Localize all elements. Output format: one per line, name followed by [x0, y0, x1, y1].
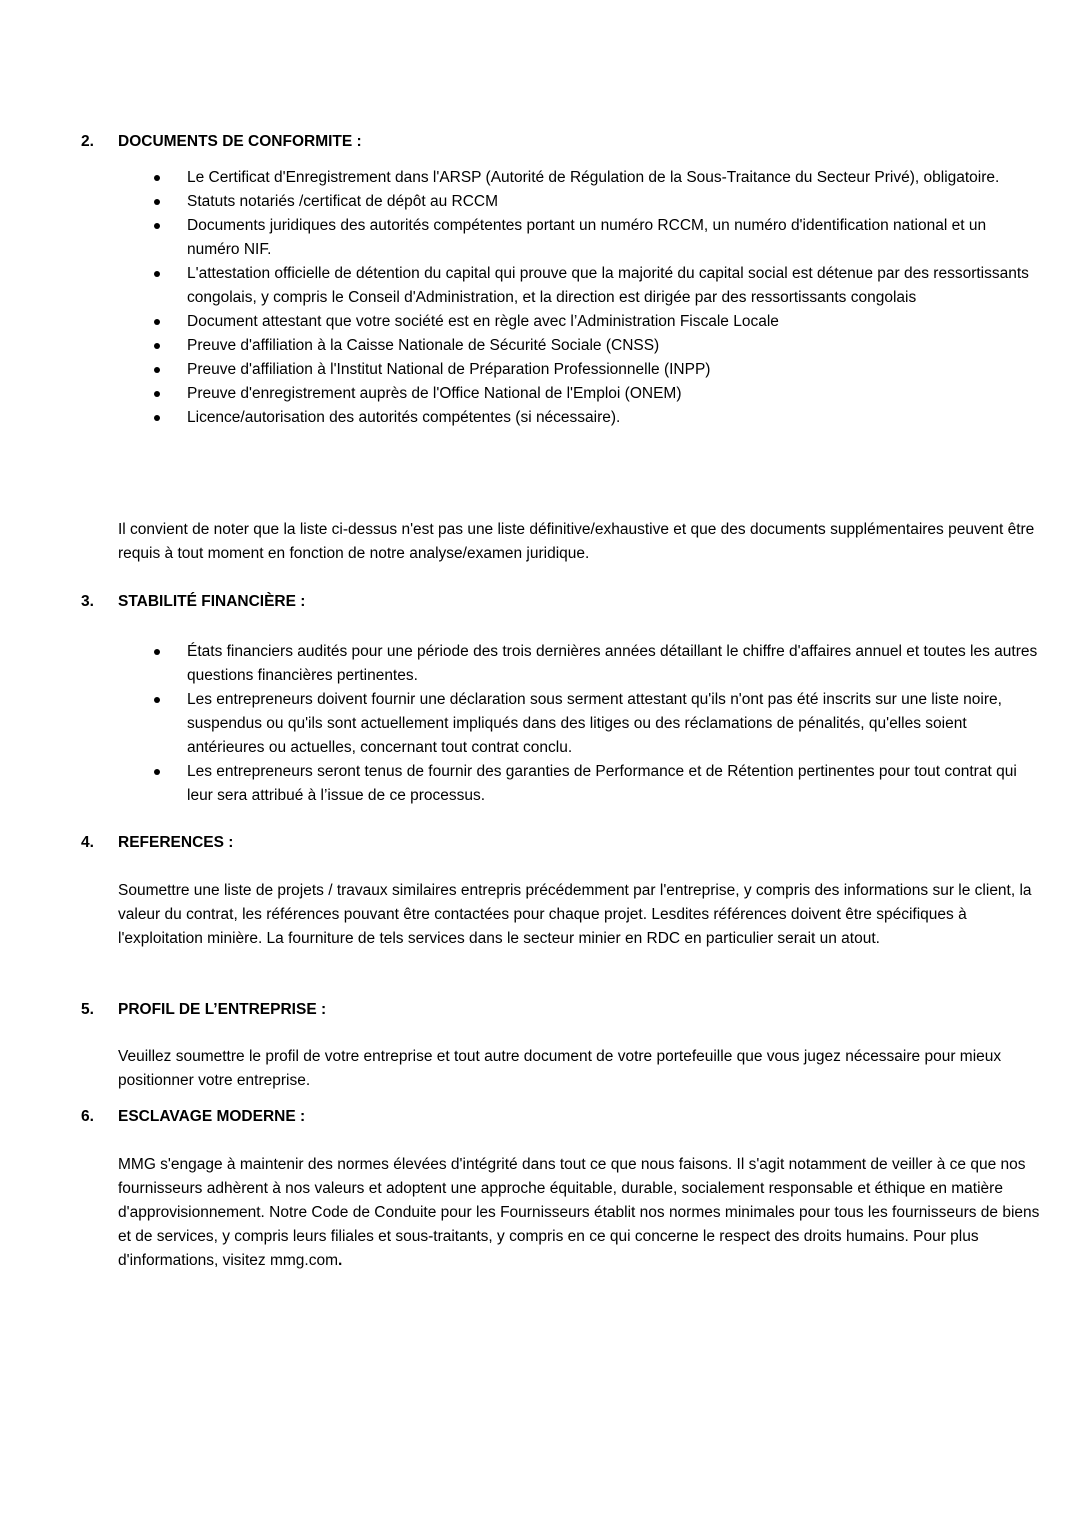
list-item-text: Preuve d'enregistrement auprès de l'Office National de l'Emploi (ONEM) — [187, 385, 682, 402]
section-heading — [0, 590, 1080, 614]
bullet-list — [0, 640, 1080, 808]
list-item-text: Document attestant que votre société est en règle avec l’Administration Fiscale Locale — [187, 313, 779, 330]
bullet-icon — [154, 391, 160, 397]
list-item-text: Le Certificat d'Enregistrement dans l'ARSP (Autorité de Régulation de la Sous-Traitance du Secteur Privé), obligatoire. — [187, 169, 1000, 186]
section-title: REFERENCES : — [118, 834, 234, 851]
list-item — [0, 760, 1039, 808]
list-item — [0, 334, 1039, 358]
section-heading — [0, 998, 1080, 1022]
section-number: 4. — [81, 834, 94, 851]
section-number: 3. — [81, 593, 94, 610]
list-item-text: Les entrepreneurs seront tenus de fournir des garanties de Performance et de Rétention pertinentes pour tout contrat qui leur sera attribué à l’issue de ce processus. — [187, 763, 1017, 804]
section-note: Il convient de noter que la liste ci-dessus n'est pas une liste définitive/exhaustive et que des documents supplémentaires peuvent être requis à tout moment en fonction de notre analyse/examen juridique. — [118, 521, 1035, 562]
section-paragraph: Soumettre une liste de projets / travaux similaires entrepris précédemment par l'entreprise, y compris des informations sur le client, la valeur du contrat, les références pouvant être contactées pour chaque projet. Lesdites références doivent être spécifiques à l'exploitation minière. La fourniture de tels services dans le secteur minier en RDC en particulier serait un atout. — [118, 882, 1032, 947]
bullet-icon — [154, 319, 160, 325]
list-item-text: Les entrepreneurs doivent fournir une déclaration sous serment attestant qu'ils n'ont pas été inscrits sur une liste noire, suspendus ou qu'ils sont actuellement impliqués dans des litiges ou des réclamations de pénalités, qu'elles soient antérieures ou actuelles, concernant tout contrat conclu. — [187, 691, 1002, 756]
bullet-icon — [154, 175, 160, 181]
section-title: STABILITÉ FINANCIÈRE : — [118, 593, 306, 610]
list-item-text: États financiers audités pour une période des trois dernières années détaillant le chiffre d'affaires annuel et toutes les autres questions financières pertinentes. — [187, 643, 1038, 684]
section-heading — [0, 1105, 1080, 1129]
list-item-text: Licence/autorisation des autorités compétentes (si nécessaire). — [187, 409, 621, 426]
list-item-text: Preuve d'affiliation à l'Institut National de Préparation Professionnelle (INPP) — [187, 361, 711, 378]
bullet-icon — [154, 697, 160, 703]
section-number: 5. — [81, 1001, 94, 1018]
list-item — [0, 214, 1039, 262]
section-heading — [0, 130, 1080, 154]
section-paragraph: Veuillez soumettre le profil de votre entreprise et tout autre document de votre portefeuille que vous jugez nécessaire pour mieux positionner votre entreprise. — [118, 1048, 1002, 1089]
list-item — [0, 640, 1039, 688]
list-item — [0, 688, 1039, 760]
bullet-icon — [154, 223, 160, 229]
bullet-icon — [154, 199, 160, 205]
bullet-icon — [154, 649, 160, 655]
section-paragraph — [118, 1153, 1043, 1273]
bullet-icon — [154, 343, 160, 349]
section-paragraph-text: MMG s'engage à maintenir des normes élevées d'intégrité dans tout ce que nous faisons. Il s'agit notamment de veiller à ce que nos fournisseurs adhèrent à nos valeurs et adoptent une approche équitable, durable, socialement responsable et éthique en matière d'approvisionnement. Notre Code de Conduite pour les Fournisseurs établit nos normes minimales pour tous les fournisseurs de biens et de services, y compris leurs filiales et sous-traitants, y compris en ce qui concerne le respect des droits humains. Pour plus d'informations, visitez mmg.com — [118, 1156, 1040, 1269]
bullet-icon — [154, 415, 160, 421]
section-number: 2. — [81, 133, 94, 150]
section-title: DOCUMENTS DE CONFORMITE : — [118, 133, 362, 150]
list-item — [0, 166, 1039, 190]
section-number: 6. — [81, 1108, 94, 1125]
list-item — [0, 382, 1039, 406]
bullet-icon — [154, 367, 160, 373]
bullet-list — [0, 166, 1080, 430]
list-item-text: Statuts notariés /certificat de dépôt au RCCM — [187, 193, 499, 210]
section-title: PROFIL DE L’ENTREPRISE : — [118, 1001, 327, 1018]
list-item-text: Preuve d'affiliation à la Caisse Nationale de Sécurité Sociale (CNSS) — [187, 337, 660, 354]
bullet-icon — [154, 271, 160, 277]
list-item — [0, 262, 1039, 310]
list-item-text: Documents juridiques des autorités compétentes portant un numéro RCCM, un numéro d'identification national et un numéro NIF. — [187, 217, 987, 258]
section-title: ESCLAVAGE MODERNE : — [118, 1108, 306, 1125]
list-item — [0, 310, 1039, 334]
list-item — [0, 190, 1039, 214]
list-item — [0, 358, 1039, 382]
list-item — [0, 406, 1039, 430]
section-heading — [0, 831, 1080, 855]
list-item-text: L'attestation officielle de détention du capital qui prouve que la majorité du capital social est détenue par des ressortissants congolais, y compris le Conseil d'Administration, et la direction est dirigée par des ressortissants congolais — [187, 265, 1029, 306]
bullet-icon — [154, 769, 160, 775]
section-paragraph-end: . — [338, 1252, 343, 1269]
